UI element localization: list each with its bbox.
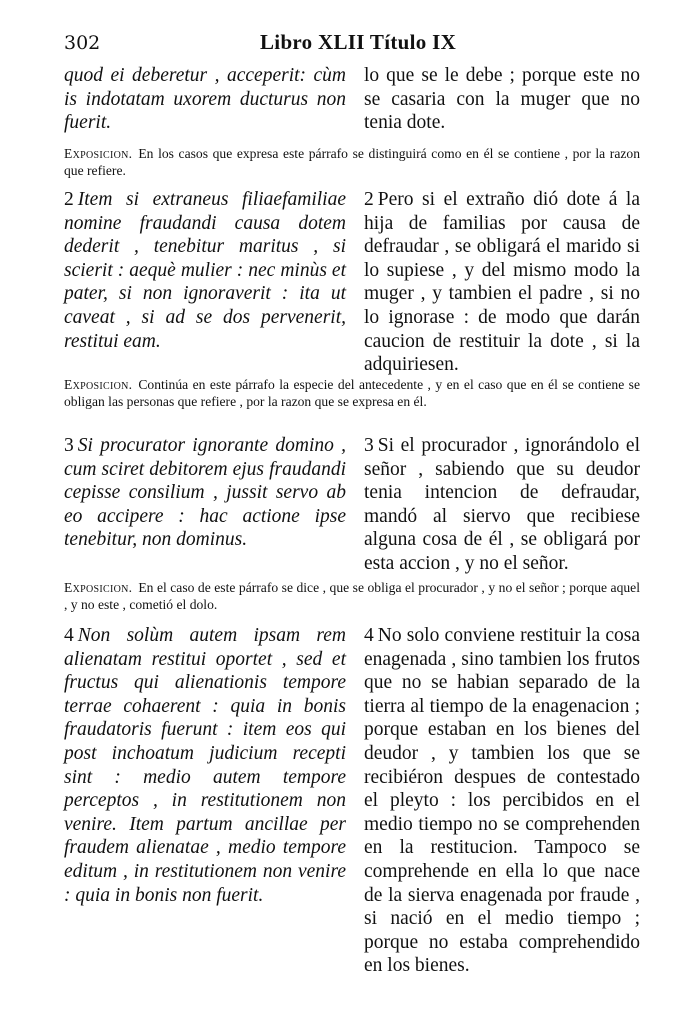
latin-column — [64, 624, 346, 907]
latin-text: quod ei deberetur , acceperit: cùm is indotatam uxorem ducturus non fuerit. — [64, 65, 346, 134]
exposicion-note — [64, 146, 640, 179]
running-title: Libro XLII Título IX — [260, 30, 457, 54]
text-section-paragraph-2 — [64, 188, 640, 376]
spanish-column — [364, 434, 640, 576]
page-header — [64, 28, 644, 58]
spanish-text: Si el procurador , ignorándolo el señor , sabiendo que su deudor tenia intencion de defraudar, mandó al siervo que recibiese alguna cosa de él , se obligará por esta accion , y no el señor. — [364, 435, 640, 574]
exposicion-label: Exposicion. — [64, 377, 133, 392]
latin-column — [64, 434, 346, 552]
exposicion-note — [64, 377, 640, 410]
spanish-column — [364, 624, 640, 978]
spanish-text: lo que se le debe ; porque este no se casaria con la muger que no tenia dote. — [364, 65, 640, 134]
paragraph-number: 2 — [64, 189, 74, 210]
text-section-paragraph-4 — [64, 624, 640, 977]
latin-column — [64, 64, 346, 135]
spanish-column — [364, 188, 640, 377]
exposicion-label: Exposicion. — [64, 146, 133, 161]
exposicion-text: En los casos que expresa este párrafo se distinguirá como en él se contiene , por la razon que refiere. — [64, 146, 640, 178]
page-number: 302 — [64, 32, 101, 54]
paragraph-number: 3 — [64, 435, 74, 456]
spanish-text: No solo conviene restituir la cosa enagenada , sino tambien los frutos que no se habian separado de la tierra al tiempo de la enagenacion ; porque estaban en los bienes del deudor , y tambien los que se recibiéron despues de contestado el pleyto : los percibidos en el medio tiempo no se comprehenden en la restitucion. Tampoco se comprehende en ella lo que nace de la sierva enagenada por fraude , si nació en el medio tiempo ; porque no estaba comprehendido en los bienes. — [364, 625, 640, 977]
latin-text: Non solùm autem ipsam rem alienatam restitui oportet , sed et fructus qui alienationis tempore terrae cohaerent : quia in bonis fraudatoris fuerunt : item eos qui post inchoatum judicium recepti sint : medio autem tempore perceptos , in restitutionem non venire. Item partum ancillae per fraudem alienatae , medio tempore editum , in restitutionem non venire : quia in bonis non fuerit. — [64, 625, 346, 906]
latin-text: Si procurator ignorante domino , cum sciret debitorem ejus fraudandi cepisse consilium , jussit servo ab eo accipere : hac actione ipse tenebitur, non dominus. — [64, 435, 346, 551]
paragraph-number: 2 — [364, 189, 374, 210]
text-section-continuation — [64, 64, 638, 138]
paragraph-number: 4 — [364, 625, 374, 646]
exposicion-note — [64, 580, 640, 613]
paragraph-number: 4 — [64, 625, 74, 646]
text-section-paragraph-3 — [64, 434, 638, 574]
latin-text: Item si extraneus filiaefamiliae nomine fraudandi causa dotem dederit , tenebitur maritus , si scierit : aequè mulier : nec minùs et pater, si non ignoraverit : ita ut caveat , si ad se dos pervenerit, restitui eam. — [64, 189, 346, 352]
latin-column — [64, 188, 346, 353]
paragraph-number: 3 — [364, 435, 374, 456]
spanish-column — [364, 64, 640, 135]
exposicion-text: Continúa en este párrafo la especie del antecedente , y en el caso que en él se contiene se obligan las personas que refiere , por la razon que se expresa en él. — [64, 377, 640, 409]
exposicion-label: Exposicion. — [64, 580, 133, 595]
spanish-text: Pero si el extraño dió dote á la hija de familias por causa de defraudar , se obligará el marido si lo supiese , y del mismo modo la muger , y tambien el padre , si no lo ignorase : de modo que darán caucion de restituir la dote , si la adquiriesen. — [364, 189, 640, 376]
exposicion-text: En el caso de este párrafo se dice , que se obliga el procurador , y no el señor ; porque aquel , y no este , cometió el dolo. — [64, 580, 640, 612]
